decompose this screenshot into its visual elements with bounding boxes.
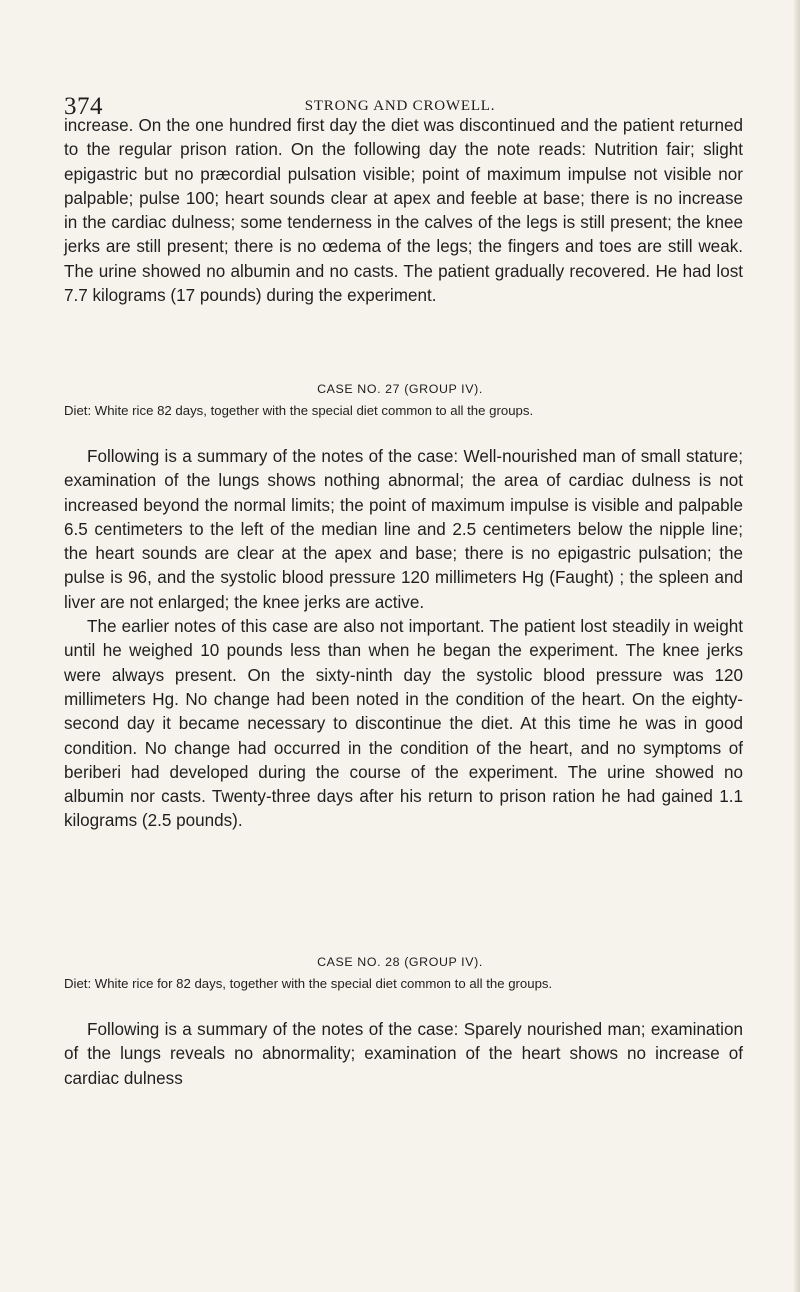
case-28-diet-note: Diet: White rice for 82 days, together with the special diet common to all the groups. — [64, 976, 553, 991]
case-28-text-block — [64, 1018, 743, 1091]
case-28-summary-paragraph: Following is a summary of the notes of the case: Sparely nourished man; examination of the lungs reveals no abnormality; examination of the heart shows no increase of cardiac dulness — [64, 1020, 743, 1088]
page-number: 374 — [64, 93, 103, 120]
case-27-summary-paragraph: Following is a summary of the notes of the case: Well-nourished man of small stature; examination of the lungs shows nothing abnormal; the area of cardiac dulness is not increased beyond the normal limits; the point of maximum impulse is visible and palpable 6.5 centimeters to the left of the median line and 2.5 centimeters below the nipple line; the heart sounds are clear at the apex and base; there is no epigastric pulsation; the pulse is 96, and the systolic blood pressure 120 millimeters Hg (Faught) ; the spleen and liver are not enlarged; the knee jerks are active. — [64, 447, 743, 612]
case-27-earlier-notes-paragraph: The earlier notes of this case are also not important. The patient lost steadily in weight until he weighed 10 pounds less than when he began the experiment. The knee jerks were always present. On the sixty-ninth day the systolic blood pressure was 120 millimeters Hg. No change had been noted in the condition of the heart. On the eighty-second day it became necessary to discontinue the diet. At this time he was in good condition. No change had occurred in the condition of the heart, and no symptoms of beriberi had developed during the course of the experiment. The urine showed no albumin nor casts. Twenty-three days after his return to prison ration he had gained 1.1 kilograms (2.5 pounds). — [64, 617, 743, 831]
intro-paragraph: increase. On the one hundred first day the diet was discontinued and the patient returned to the regular prison ration. On the following day the note reads: Nutrition fair; slight epigastric but no præcordial pulsation visible; point of maximum impulse not visible nor palpable; pulse 100; heart sounds clear at apex and feeble at base; there is no increase in the cardiac dulness; some tenderness in the calves of the legs is still present; the knee jerks are still present; there is no œdema of the legs; the fingers and toes are still weak. The urine showed no albumin and no casts. The patient gradually recovered. He had lost 7.7 kilograms (17 pounds) during the experiment. — [64, 116, 743, 306]
case-27-heading: CASE NO. 27 (GROUP IV). — [317, 382, 483, 396]
running-head: STRONG AND CROWELL. — [304, 98, 496, 114]
page-edge — [794, 0, 800, 1292]
case-27-text-block — [64, 445, 743, 834]
intro-paragraph-block — [64, 114, 743, 308]
case-27-diet-note: Diet: White rice 82 days, together with the special diet common to all the groups. — [64, 403, 534, 418]
case-28-heading: CASE NO. 28 (GROUP IV). — [317, 955, 483, 969]
